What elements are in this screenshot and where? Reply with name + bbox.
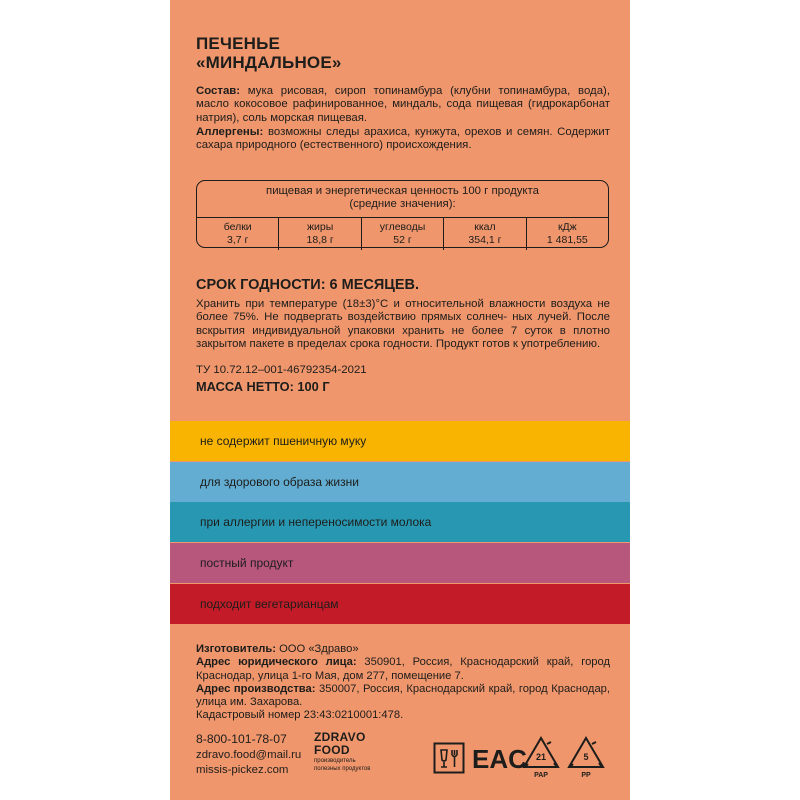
production-address [196, 683, 610, 710]
recycle-pp-number: 5 [583, 752, 589, 762]
manufacturer-line [196, 643, 610, 656]
contacts [196, 730, 301, 778]
composition-text: мука рисовая, сироп топинамбура (клубни топинамбура, вода), масло кокосовое рафинированное, миндаль, сода пищевая (гидрокарбонат натрия), соль морская пищевая. [196, 85, 610, 124]
recycle-pap-number: 21 [535, 752, 547, 762]
manufacturer-label: Изготовитель: [196, 643, 276, 655]
composition-label: Состав: [196, 85, 241, 97]
legal-address [196, 656, 610, 683]
production-address-label: Адрес производства: [196, 682, 316, 695]
nutrition-header-line-2: (средние значения): [349, 198, 456, 211]
website: missis-pickez.com [196, 764, 289, 776]
allergens [196, 126, 610, 153]
eac-icon [472, 744, 527, 774]
eac-label: EAC [472, 744, 527, 774]
phone: 8-800-101-78-07 [196, 732, 287, 746]
recycle-pp-code: PP [581, 772, 591, 779]
nutrition-cell-kcal [443, 218, 525, 250]
composition [196, 85, 610, 125]
nutrition-row [197, 217, 608, 250]
band-vegetarian: подходит вегетарианцам [170, 584, 630, 624]
manufacturer-info [196, 643, 610, 723]
nutrition-cell-fat [278, 218, 360, 250]
band-lenten: постный продукт [170, 543, 630, 583]
recycle-pp-icon [566, 735, 606, 779]
band-wheat-free: не содержит пшеничную муку [170, 421, 630, 461]
nutrition-cell-kj [526, 218, 608, 250]
nutrition-value: 3,7 г [227, 233, 249, 246]
brand-tagline-line-2: полезных продуктов [314, 766, 371, 772]
nutrition-value: 354,1 г [468, 233, 502, 246]
brand-name-line-1: ZDRAVO [314, 730, 366, 744]
nutrition-value: 18,8 г [306, 233, 334, 246]
nutrition-label: белки [223, 221, 252, 233]
nutrition-label: ккал [474, 221, 496, 233]
legal-address-label: Адрес юридического лица: [196, 656, 357, 669]
brand-tagline-line-1: производитель [314, 758, 356, 764]
legal-address-text: 350901, Россия, Краснодарский край, город Краснодар, улица 1-го Мая, дом 277, помещение 7. [196, 656, 611, 682]
email: zdravo.food@mail.ru [196, 749, 302, 761]
manufacturer-name: ООО «Здраво» [276, 643, 359, 655]
nutrition-cell-carbs [361, 218, 443, 250]
recycle-pap-icon [521, 735, 561, 779]
brand-name-line-2: FOOD [314, 743, 350, 757]
production-address-text: 350007, Россия, Краснодарский край, город Краснодар, улица им. Захарова. [196, 682, 610, 709]
storage-text: Хранить при температуре (18±3)°С и относительной влажности воздуха не более 75%. Не подвергать воздействию прямых солнеч- ных лучей. После вскрытия индивидуальной упаковки хранить не более 7 суток в плотно закрытом пакете в пределах срока годности. Продукт готов к употреблению. [196, 298, 610, 351]
food-safe-icon [433, 742, 465, 774]
nutrition-label: углеводы [379, 221, 426, 233]
title-line-2: «МИНДАЛЬНОЕ» [196, 53, 342, 72]
nutrition-table [196, 180, 609, 248]
nutrition-label: жиры [306, 221, 334, 233]
cadastral-number: Кадастровый номер 23:43:0210001:478. [196, 709, 404, 722]
tu-code: ТУ 10.72.12–001-46792354-2021 [196, 364, 367, 376]
nutrition-label: кДж [557, 221, 577, 233]
net-mass: МАССА НЕТТО: 100 Г [196, 379, 330, 394]
nutrition-header [197, 185, 608, 212]
nutrition-value: 52 г [393, 233, 412, 246]
nutrition-header-line-1: пищевая и энергетическая ценность 100 г продукта [266, 185, 539, 197]
band-healthy-lifestyle: для здорового образа жизни [170, 462, 630, 502]
title-line-1: ПЕЧЕНЬЕ [196, 34, 281, 53]
recycle-pap-code: PAP [534, 772, 548, 779]
product-title [196, 34, 342, 72]
brand-logo [314, 731, 370, 773]
band-milk-allergy: при аллергии и непереносимости молока [170, 502, 630, 542]
shelf-life: СРОК ГОДНОСТИ: 6 МЕСЯЦЕВ. [196, 277, 420, 293]
nutrition-value: 1 481,55 [546, 233, 588, 246]
allergens-label: Аллергены: [196, 126, 264, 138]
allergens-text: возможны следы арахиса, кунжута, орехов и семян. Содержит сахара природного (естественного) происхождения. [196, 126, 610, 152]
nutrition-cell-protein [197, 218, 278, 250]
